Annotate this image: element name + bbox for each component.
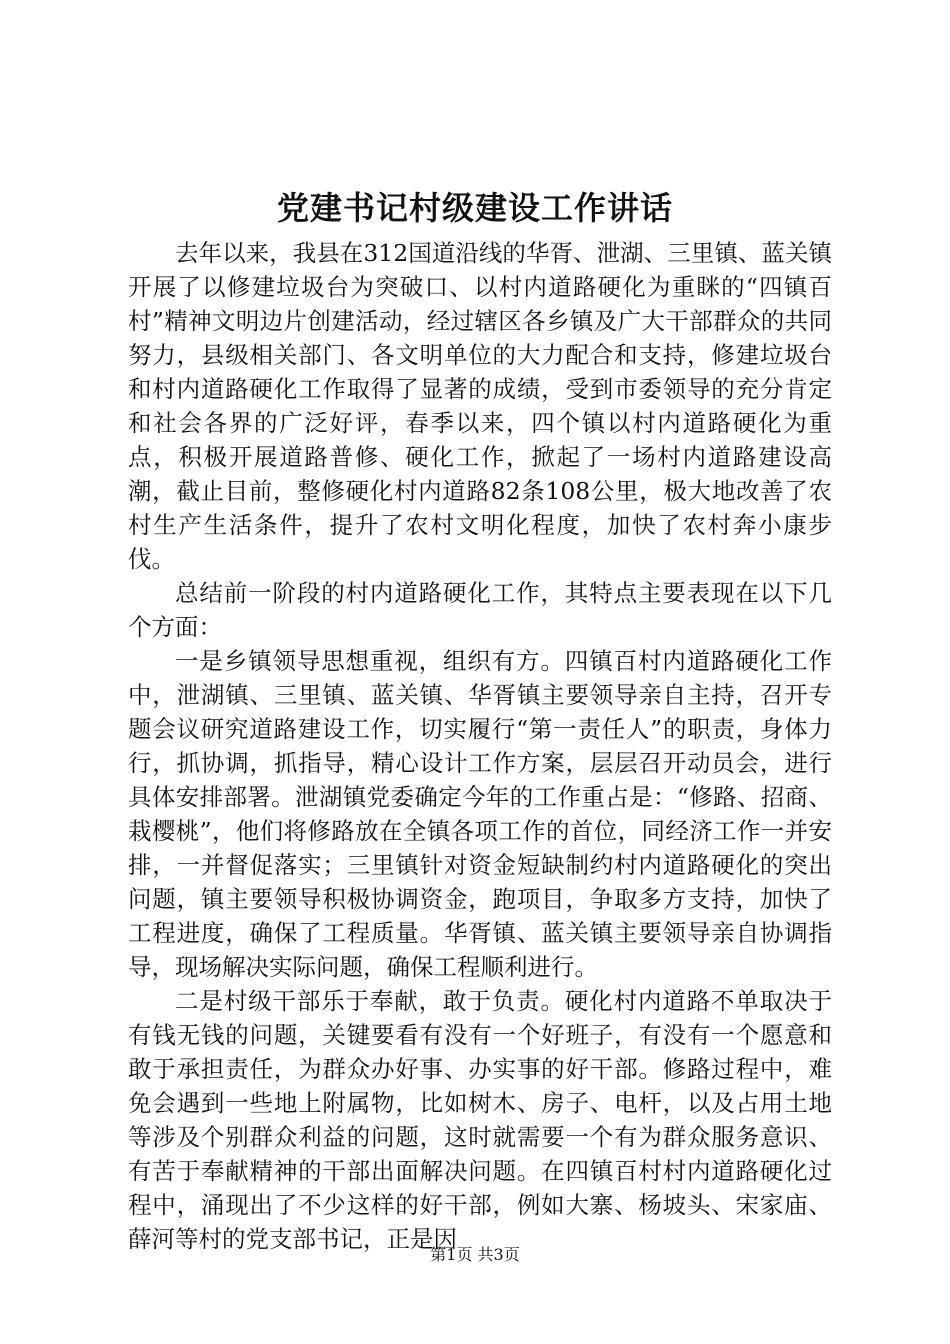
paragraph-2: 总结前一阶段的村内道路硬化工作，其特点主要表现在以下几个方面： bbox=[128, 579, 832, 641]
document-body bbox=[128, 236, 832, 1256]
page-footer: 第1页 共3页 bbox=[430, 1245, 520, 1264]
paragraph-3: 一是乡镇领导思想重视，组织有方。四镇百村内道路硬化工作中，泄湖镇、三里镇、蓝关镇、华胥镇主要领导亲自主持，召开专题会议研究道路建设工作，切实履行“第一责任人”的职责，身体力行，抓协调，抓指导，精心设计工作方案，层层召开动员会，进行具体安排部署。泄湖镇党委确定今年的工作重占是：“修路、招商、栽樱桃”，他们将修路放在全镇各项工作的首位，同经济工作一并安排，一并督促落实；三里镇针对资金短缺制约村内道路硬化的突出问题，镇主要领导积极协调资金，跑项目，争取多方支持，加快了工程进度，确保了工程质量。华胥镇、蓝关镇主要领导亲自协调指导，现场解决实际问题，确保工程顺利进行。 bbox=[128, 647, 832, 981]
paragraph-1: 去年以来，我县在312国道沿线的华胥、泄湖、三里镇、蓝关镇开展了以修建垃圾台为突破口、以村内道路硬化为重眯的“四镇百村”精神文明边片创建活动，经过辖区各乡镇及广大干部群众的共同努力，县级相关部门、各文明单位的大力配合和支持，修建垃圾台和村内道路硬化工作取得了显著的成绩，受到市委领导的充分肯定和社会各界的广泛好评，春季以来，四个镇以村内道路硬化为重点，积极开展道路普修、硬化工作，掀起了一场村内道路建设高潮，截止目前，整修硬化村内道路82条108公里，极大地改善了农村生产生活条件，提升了农村文明化程度，加快了农村奔小康步伐。 bbox=[128, 239, 832, 573]
document-title: 党建书记村级建设工作讲话 bbox=[276, 189, 673, 227]
paragraph-4: 二是村级干部乐于奉献，敢于负责。硬化村内道路不单取决于有钱无钱的问题，关键要看有没有一个好班子，有没有一个愿意和敢于承担责任，为群众办好事、办实事的好干部。修路过程中，难免会遇到一些地上附属物，比如树木、房子、电杆，以及占用土地等涉及个别群众利益的问题，这时就需要一个有为群众服务意识、有苦于奉献精神的干部出面解决问题。在四镇百村村内道路硬化过程中，涌现出了不少这样的好干部，例如大寨、杨坡头、宋家庙、薛河等村的党支部书记，正是因 bbox=[128, 987, 832, 1253]
